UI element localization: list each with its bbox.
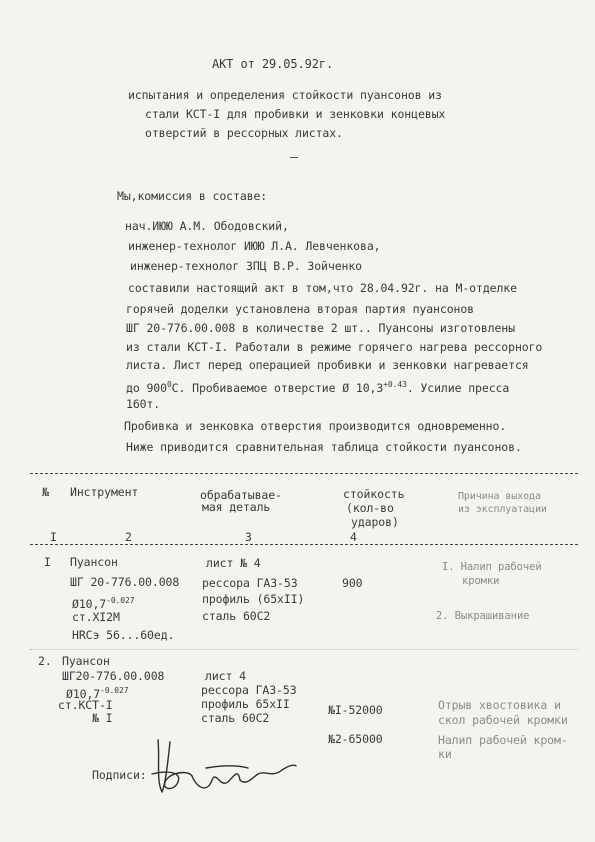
row1-reason-2: кромки [462, 575, 500, 587]
row2-reason-2b: ки [438, 747, 452, 761]
signature-label: Подписи: [92, 768, 147, 782]
commission-intro: Мы,комиссия в составе: [117, 189, 268, 203]
row1-part-4: сталь 60С2 [202, 609, 271, 623]
row1-reason-3: 2. Выкрашивание [436, 610, 530, 622]
temp-end: . Усилие пресса [406, 380, 510, 395]
row1-reason-1: I. Налип рабочей [442, 561, 542, 573]
row1-steel: ст.XI2M [72, 610, 120, 624]
header-reason-2: из эксплуатации [458, 504, 547, 515]
row2-reason-2a: Налип рабочей кром- [438, 733, 568, 747]
body-line-3: ШГ 20-776.00.008 в количестве 2 шт.. Пуансоны изготовлены [126, 321, 515, 335]
paragraph-3: Ниже приводится сравнительная таблица стойкости пуансонов. [126, 440, 522, 454]
body-line-2: горячей доделки установлена вторая партия пуансонов [126, 302, 475, 316]
row1-num: I [44, 555, 51, 569]
tolerance-sup: +0.43 [383, 380, 407, 389]
row1-diameter [72, 594, 134, 611]
body-line-7: 160т. [126, 397, 161, 411]
commission-member-2: инженер-технолог ИЮЮ Л.А. Левченкова, [128, 239, 381, 253]
header-reason-1: Причина выхода [458, 491, 541, 502]
row2-subnum: № I [92, 711, 113, 725]
subject-line-3: отверстий в рессорных листах. [145, 126, 343, 140]
header-part-1: обрабатывае- [200, 488, 282, 502]
paragraph-2: Пробивка и зенковка отверстия производится одновременно. [124, 419, 507, 433]
document-title: АКТ от 29.05.92г. [212, 57, 334, 71]
commission-member-1: нач.ИЮЮ А.М. Ободовский, [125, 219, 289, 233]
row1-dia-tol: -0.027 [106, 596, 135, 605]
row2-reason-1a: Отрыв хвостовика и [438, 698, 561, 712]
subject-line-1: испытания и определения стойкости пуансонов из [128, 88, 442, 102]
header-num: № [42, 485, 49, 499]
body-line-5: листа. Лист перед операцией пробивки и зенковки нагревается [126, 358, 529, 372]
row1-part-3: профиль (65хII) [202, 592, 305, 606]
row2-part-3: профиль 65хII [201, 697, 290, 711]
row2-name: Пуансон [62, 654, 110, 668]
row1-part-1: лист № 4 [206, 556, 261, 570]
separator-mark [290, 157, 298, 158]
temp-suffix: С. Пробиваемое отверстие Ø 10,3 [171, 380, 384, 395]
row1-code: ШГ 20-776.00.008 [70, 575, 180, 589]
body-line-1: составили настоящий акт в том,что 28.04.92г. на М-отделке [128, 281, 517, 295]
row2-num: 2. [38, 654, 52, 668]
row2-durability-1: №I-52000 [328, 703, 383, 717]
row2-durability-2: №2-65000 [328, 732, 383, 746]
row1-hardness: HRCэ 56...60ед. [72, 628, 175, 642]
row2-dia: Ø10,7 [66, 686, 101, 701]
row2-part-4: сталь 60С2 [201, 711, 270, 725]
col-number-2: 2 [125, 530, 132, 544]
subject-line-2: стали КСТ-I для пробивки и зенковки концевых [145, 107, 446, 121]
handwritten-signature [148, 730, 298, 805]
row1-separator [30, 649, 578, 650]
temp-sup: 0 [166, 380, 172, 389]
row1-name: Пуансон [70, 555, 118, 569]
row1-durability: 900 [342, 576, 363, 590]
row1-dia: Ø10,7 [72, 596, 107, 611]
table-top-rule [30, 473, 578, 474]
body-line-6 [126, 378, 509, 395]
header-part-2: мая деталь [202, 500, 271, 514]
row2-part-1: лист 4 [205, 669, 246, 683]
row2-part-2: рессора ГАЗ-53 [201, 683, 297, 697]
col-number-1: I [50, 530, 57, 544]
table-header-rule [30, 544, 578, 545]
col-number-4: 4 [350, 530, 357, 544]
commission-member-3: инженер-технолог ЗПЦ В.Р. Зойченко [130, 259, 363, 273]
row2-steel: ст.КСТ-I [58, 698, 113, 712]
col-number-3: 3 [245, 530, 252, 544]
row2-reason-1b: скол рабочей кромки [438, 713, 568, 727]
row2-code: ШГ20-776.00.008 [62, 669, 165, 683]
body-line-4: из стали КСТ-I. Работали в режиме горячего нагрева рессорного [126, 340, 543, 354]
row1-part-2: рессора ГАЗ-53 [202, 576, 298, 590]
header-durability-3: ударов) [351, 515, 399, 529]
header-instrument: Инструмент [70, 485, 139, 499]
header-durability-1: стойкость [343, 487, 405, 501]
row2-dia-tol: -0.027 [100, 686, 129, 695]
temp-prefix: до 900 [126, 380, 167, 395]
header-durability-2: (кол-во [346, 501, 394, 515]
